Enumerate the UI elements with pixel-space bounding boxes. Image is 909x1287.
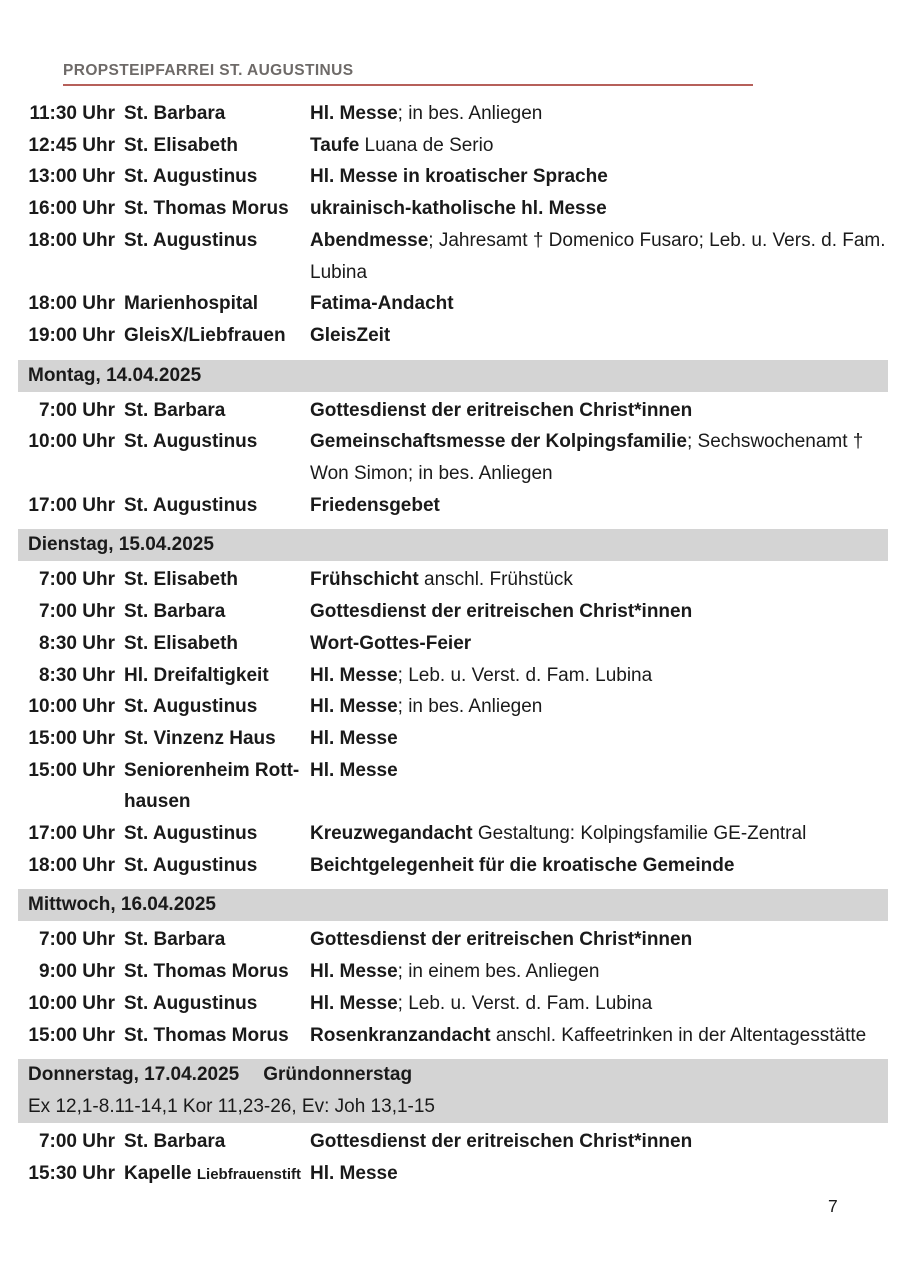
row-title: Gottesdienst der eritreischen Christ*innen bbox=[310, 399, 693, 421]
row-time: 9:00 Uhr bbox=[38, 961, 115, 983]
row-description bbox=[310, 426, 888, 489]
row-location-cell bbox=[124, 818, 302, 850]
row-title: Wort-Gottes-Feier bbox=[310, 632, 472, 654]
parish-title: PROPSTEIPFARREI ST. AUGUSTINUS bbox=[63, 62, 354, 79]
row-location: St. Elisabeth bbox=[124, 569, 239, 591]
day-section bbox=[0, 98, 909, 352]
schedule-row bbox=[0, 1020, 909, 1052]
row-location-cell bbox=[124, 490, 302, 522]
row-description bbox=[310, 225, 888, 288]
row-description bbox=[310, 1020, 888, 1052]
row-title: Fatima-Andacht bbox=[310, 293, 454, 315]
row-time: 16:00 Uhr bbox=[28, 198, 115, 220]
row-location-cell bbox=[124, 1020, 302, 1052]
row-location: St. Thomas Morus bbox=[124, 1024, 289, 1046]
schedule-row bbox=[0, 426, 909, 489]
row-description bbox=[310, 564, 888, 596]
row-description bbox=[310, 1158, 888, 1190]
row-location: St. Barbara bbox=[124, 929, 226, 951]
row-description bbox=[310, 660, 888, 692]
schedule-row bbox=[0, 1158, 909, 1191]
row-description bbox=[310, 98, 888, 130]
row-location-cell bbox=[124, 755, 302, 818]
row-location-cell bbox=[124, 98, 302, 130]
row-location-cell bbox=[124, 850, 302, 882]
schedule-row bbox=[0, 628, 909, 660]
row-detail: ; Sechswochenamt † Won Simon; in bes. Anliegen bbox=[310, 431, 864, 485]
row-location-cell bbox=[124, 988, 302, 1020]
row-location-cell bbox=[124, 225, 302, 257]
row-location: Seniorenheim Rott-hausen bbox=[124, 759, 300, 813]
row-time: 13:00 Uhr bbox=[28, 166, 115, 188]
row-detail: ; Jahresamt † Domenico Fusaro; Leb. u. Vers. d. Fam. Lubina bbox=[310, 229, 886, 283]
row-time: 17:00 Uhr bbox=[28, 494, 115, 516]
row-title: Hl. Messe in kroatischer Sprache bbox=[310, 166, 608, 188]
row-detail: Gestaltung: Kolpingsfamilie GE-Zentral bbox=[472, 823, 807, 845]
row-location: St. Augustinus bbox=[124, 494, 258, 516]
row-location: St. Barbara bbox=[124, 1131, 226, 1153]
row-location: St. Thomas Morus bbox=[124, 198, 289, 220]
row-time: 15:00 Uhr bbox=[28, 759, 115, 781]
row-detail: ; in bes. Anliegen bbox=[397, 103, 543, 124]
row-time: 17:00 Uhr bbox=[28, 823, 115, 845]
day-header: Dienstag, 15.04.2025 bbox=[28, 534, 214, 556]
row-time: 10:00 Uhr bbox=[28, 696, 115, 718]
row-location-cell bbox=[124, 691, 302, 723]
row-time: 10:00 Uhr bbox=[28, 992, 115, 1014]
row-title: ukrainisch-katholische hl. Messe bbox=[310, 198, 607, 220]
row-description bbox=[310, 691, 888, 723]
row-location-cell bbox=[124, 130, 302, 162]
row-description bbox=[310, 193, 888, 225]
schedule-row bbox=[0, 193, 909, 225]
document-header bbox=[63, 62, 753, 86]
row-title: Gottesdienst der eritreischen Christ*innen bbox=[310, 601, 693, 623]
row-description bbox=[310, 924, 888, 956]
row-location-cell bbox=[124, 426, 302, 458]
row-title: Beichtgelegenheit für die kroatische Gemeinde bbox=[310, 854, 735, 876]
row-location-cell bbox=[124, 193, 302, 225]
schedule bbox=[0, 98, 909, 1191]
row-detail: ; Leb. u. Verst. d. Fam. Lubina bbox=[397, 992, 653, 1014]
row-description bbox=[310, 490, 888, 522]
row-location-cell bbox=[124, 1126, 302, 1158]
row-time: 18:00 Uhr bbox=[28, 229, 115, 251]
row-location: St. Barbara bbox=[124, 399, 226, 421]
row-time: 7:00 Uhr bbox=[38, 929, 115, 951]
row-description bbox=[310, 723, 888, 755]
day-band bbox=[18, 889, 888, 921]
row-location: GleisX/Liebfrauen bbox=[124, 324, 286, 346]
row-description bbox=[310, 161, 888, 193]
schedule-row bbox=[0, 596, 909, 628]
day-section bbox=[0, 360, 909, 522]
schedule-row bbox=[0, 490, 909, 522]
row-description bbox=[310, 395, 888, 427]
schedule-row bbox=[0, 691, 909, 723]
row-location-cell bbox=[124, 660, 302, 692]
row-location-small: Liebfrauenstift bbox=[196, 1165, 302, 1183]
row-description bbox=[310, 1126, 888, 1158]
row-description bbox=[310, 988, 888, 1020]
row-title: Kreuzwegandacht bbox=[310, 823, 473, 845]
row-location-cell bbox=[124, 956, 302, 988]
row-time: 11:30 Uhr bbox=[29, 103, 115, 124]
row-description bbox=[310, 755, 888, 787]
row-title: Taufe bbox=[310, 134, 360, 156]
row-time: 18:00 Uhr bbox=[28, 854, 115, 876]
row-location: St. Augustinus bbox=[124, 854, 258, 876]
row-location-cell bbox=[124, 1158, 302, 1191]
row-time: 19:00 Uhr bbox=[28, 324, 115, 346]
day-header: Mittwoch, 16.04.2025 bbox=[28, 894, 216, 916]
row-title: Gottesdienst der eritreischen Christ*innen bbox=[310, 1131, 693, 1153]
schedule-row bbox=[0, 395, 909, 427]
row-description bbox=[310, 628, 888, 660]
row-location: St. Vinzenz Haus bbox=[124, 727, 276, 749]
row-description bbox=[310, 320, 888, 352]
row-title: Gemeinschaftsmesse der Kolpingsfamilie bbox=[310, 431, 687, 453]
row-location-cell bbox=[124, 596, 302, 628]
row-time: 15:00 Uhr bbox=[28, 727, 115, 749]
row-title: GleisZeit bbox=[310, 324, 391, 346]
day-band bbox=[18, 529, 888, 561]
row-title: Hl. Messe bbox=[310, 664, 398, 686]
schedule-row bbox=[0, 1126, 909, 1158]
row-location-cell bbox=[124, 288, 302, 320]
row-location: Marienhospital bbox=[124, 293, 259, 315]
section-rows bbox=[0, 395, 909, 522]
schedule-row bbox=[0, 988, 909, 1020]
schedule-row bbox=[0, 288, 909, 320]
section-rows bbox=[0, 564, 909, 881]
row-time: 7:00 Uhr bbox=[38, 1131, 115, 1153]
row-location: St. Elisabeth bbox=[124, 134, 239, 156]
day-header: Montag, 14.04.2025 bbox=[28, 364, 202, 386]
row-location: St. Barbara bbox=[124, 601, 226, 623]
row-location: St. Augustinus bbox=[124, 431, 258, 453]
row-title: Gottesdienst der eritreischen Christ*innen bbox=[310, 929, 693, 951]
row-location-cell bbox=[124, 723, 302, 755]
row-detail: ; Leb. u. Verst. d. Fam. Lubina bbox=[397, 664, 653, 686]
schedule-row bbox=[0, 956, 909, 988]
row-detail: anschl. Kaffeetrinken in der Altentagesstätte bbox=[490, 1024, 867, 1046]
row-title: Hl. Messe bbox=[310, 103, 398, 124]
row-title: Rosenkranzandacht bbox=[310, 1024, 491, 1046]
schedule-row bbox=[0, 818, 909, 850]
row-location-cell bbox=[124, 564, 302, 596]
day-section bbox=[0, 889, 909, 1051]
row-location-cell bbox=[124, 161, 302, 193]
row-time: 12:45 Uhr bbox=[28, 134, 115, 156]
row-location: St. Barbara bbox=[124, 103, 226, 124]
readings: Ex 12,1-8.11-14,1 Kor 11,23-26, Ev: Joh 13,1-15 bbox=[28, 1096, 435, 1118]
schedule-row bbox=[0, 564, 909, 596]
row-detail: Luana de Serio bbox=[359, 134, 494, 156]
day-section bbox=[0, 529, 909, 881]
day-header: Donnerstag, 17.04.2025 bbox=[28, 1064, 240, 1086]
section-rows bbox=[0, 924, 909, 1051]
row-title: Hl. Messe bbox=[310, 696, 398, 718]
row-time: 8:30 Uhr bbox=[38, 664, 115, 686]
row-time: 7:00 Uhr bbox=[38, 569, 115, 591]
schedule-row bbox=[0, 850, 909, 882]
row-location: St. Augustinus bbox=[124, 166, 258, 188]
row-title: Hl. Messe bbox=[310, 759, 398, 781]
row-detail: anschl. Frühstück bbox=[418, 569, 573, 591]
row-location-cell bbox=[124, 628, 302, 660]
schedule-row bbox=[0, 161, 909, 193]
row-time: 18:00 Uhr bbox=[28, 293, 115, 315]
day-section bbox=[0, 1059, 909, 1190]
row-description bbox=[310, 596, 888, 628]
row-location: St. Augustinus bbox=[124, 229, 258, 251]
row-time: 15:00 Uhr bbox=[28, 1024, 115, 1046]
row-time: 7:00 Uhr bbox=[38, 601, 115, 623]
row-description bbox=[310, 818, 888, 850]
row-time: 8:30 Uhr bbox=[38, 632, 115, 654]
row-title: Hl. Messe bbox=[310, 992, 398, 1014]
row-title: Hl. Messe bbox=[310, 1162, 398, 1184]
day-band bbox=[18, 360, 888, 392]
holiday-label: Gründonnerstag bbox=[263, 1064, 413, 1086]
row-detail: ; in bes. Anliegen bbox=[397, 696, 543, 718]
row-title: Friedensgebet bbox=[310, 494, 440, 516]
schedule-row bbox=[0, 320, 909, 352]
day-band bbox=[18, 1059, 888, 1123]
schedule-row bbox=[0, 225, 909, 288]
row-detail: ; in einem bes. Anliegen bbox=[397, 961, 600, 983]
row-location: St. Augustinus bbox=[124, 696, 258, 718]
row-time: 10:00 Uhr bbox=[28, 431, 115, 453]
schedule-row bbox=[0, 98, 909, 130]
schedule-row bbox=[0, 130, 909, 162]
row-description bbox=[310, 288, 888, 320]
row-time: 15:30 Uhr bbox=[28, 1162, 115, 1184]
schedule-row bbox=[0, 660, 909, 692]
schedule-row bbox=[0, 755, 909, 818]
schedule-row bbox=[0, 723, 909, 755]
row-location: St. Augustinus bbox=[124, 992, 258, 1014]
row-location: St. Thomas Morus bbox=[124, 961, 289, 983]
row-time: 7:00 Uhr bbox=[38, 399, 115, 421]
row-title: Hl. Messe bbox=[310, 961, 398, 983]
row-description bbox=[310, 130, 888, 162]
section-rows bbox=[0, 98, 909, 352]
row-location: Hl. Dreifaltigkeit bbox=[124, 664, 269, 686]
row-description bbox=[310, 956, 888, 988]
section-rows bbox=[0, 1126, 909, 1190]
row-title: Frühschicht bbox=[310, 569, 419, 591]
row-location: St. Augustinus bbox=[124, 823, 258, 845]
row-location-cell bbox=[124, 395, 302, 427]
row-location-cell bbox=[124, 924, 302, 956]
row-description bbox=[310, 850, 888, 882]
page-number: 7 bbox=[828, 1196, 838, 1216]
row-location: St. Elisabeth bbox=[124, 632, 239, 654]
row-title: Abendmesse bbox=[310, 229, 429, 251]
row-title: Hl. Messe bbox=[310, 727, 398, 749]
schedule-row bbox=[0, 924, 909, 956]
row-location: Kapelle bbox=[124, 1162, 192, 1184]
row-location-cell bbox=[124, 320, 302, 352]
